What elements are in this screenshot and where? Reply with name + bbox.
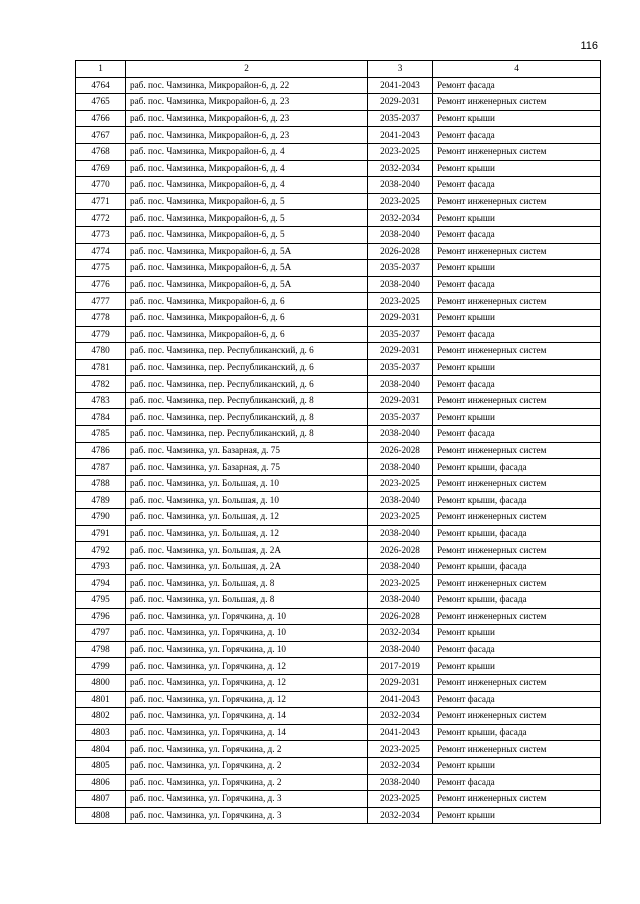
table-row <box>76 343 601 360</box>
row-number: 4805 <box>76 757 126 774</box>
address-cell: раб. пос. Чамзинка, ул. Горячкина, д. 12 <box>126 658 368 675</box>
table-row <box>76 293 601 310</box>
table-row <box>76 243 601 260</box>
column-header-work-type: 4 <box>433 61 601 78</box>
work-type-cell: Ремонт фасада <box>433 276 601 293</box>
work-type-cell: Ремонт фасада <box>433 376 601 393</box>
address-cell: раб. пос. Чамзинка, Микрорайон-6, д. 6 <box>126 326 368 343</box>
table-row <box>76 774 601 791</box>
work-type-cell: Ремонт инженерных систем <box>433 542 601 559</box>
period-cell: 2023-2025 <box>368 575 433 592</box>
work-type-cell: Ремонт крыши <box>433 210 601 227</box>
work-type-cell: Ремонт фасада <box>433 426 601 443</box>
address-cell: раб. пос. Чамзинка, пер. Республиканский, д. 6 <box>126 376 368 393</box>
period-cell: 2023-2025 <box>368 143 433 160</box>
table-row <box>76 226 601 243</box>
address-cell: раб. пос. Чамзинка, пер. Республиканский, д. 6 <box>126 359 368 376</box>
address-cell: раб. пос. Чамзинка, Микрорайон-6, д. 5 <box>126 210 368 227</box>
address-cell: раб. пос. Чамзинка, Микрорайон-6, д. 5А <box>126 276 368 293</box>
column-header-address: 2 <box>126 61 368 78</box>
row-number: 4766 <box>76 110 126 127</box>
table-row <box>76 525 601 542</box>
address-cell: раб. пос. Чамзинка, ул. Большая, д. 2А <box>126 558 368 575</box>
period-cell: 2026-2028 <box>368 442 433 459</box>
period-cell: 2041-2043 <box>368 77 433 94</box>
address-cell: раб. пос. Чамзинка, Микрорайон-6, д. 22 <box>126 77 368 94</box>
address-cell: раб. пос. Чамзинка, Микрорайон-6, д. 5 <box>126 193 368 210</box>
period-cell: 2041-2043 <box>368 127 433 144</box>
row-number: 4792 <box>76 542 126 559</box>
row-number: 4781 <box>76 359 126 376</box>
work-type-cell: Ремонт инженерных систем <box>433 243 601 260</box>
row-number: 4784 <box>76 409 126 426</box>
address-cell: раб. пос. Чамзинка, ул. Горячкина, д. 10 <box>126 625 368 642</box>
table-row <box>76 127 601 144</box>
table-row <box>76 741 601 758</box>
row-number: 4796 <box>76 608 126 625</box>
work-type-cell: Ремонт инженерных систем <box>433 509 601 526</box>
address-cell: раб. пос. Чамзинка, Микрорайон-6, д. 5А <box>126 243 368 260</box>
table-row <box>76 475 601 492</box>
table-row <box>76 608 601 625</box>
table-row <box>76 94 601 111</box>
row-number: 4779 <box>76 326 126 343</box>
row-number: 4808 <box>76 807 126 824</box>
table-row <box>76 160 601 177</box>
row-number: 4795 <box>76 592 126 609</box>
row-number: 4782 <box>76 376 126 393</box>
work-type-cell: Ремонт фасада <box>433 177 601 194</box>
row-number: 4807 <box>76 791 126 808</box>
work-type-cell: Ремонт инженерных систем <box>433 343 601 360</box>
row-number: 4799 <box>76 658 126 675</box>
period-cell: 2029-2031 <box>368 674 433 691</box>
row-number: 4771 <box>76 193 126 210</box>
row-number: 4767 <box>76 127 126 144</box>
work-type-cell: Ремонт крыши, фасада <box>433 592 601 609</box>
row-number: 4765 <box>76 94 126 111</box>
period-cell: 2038-2040 <box>368 592 433 609</box>
address-cell: раб. пос. Чамзинка, ул. Большая, д. 12 <box>126 509 368 526</box>
period-cell: 2029-2031 <box>368 94 433 111</box>
period-cell: 2026-2028 <box>368 608 433 625</box>
address-cell: раб. пос. Чамзинка, ул. Большая, д. 8 <box>126 575 368 592</box>
period-cell: 2038-2040 <box>368 459 433 476</box>
address-cell: раб. пос. Чамзинка, Микрорайон-6, д. 4 <box>126 143 368 160</box>
work-type-cell: Ремонт инженерных систем <box>433 193 601 210</box>
address-cell: раб. пос. Чамзинка, ул. Горячкина, д. 14 <box>126 708 368 725</box>
row-number: 4773 <box>76 226 126 243</box>
table-row <box>76 724 601 741</box>
table-row <box>76 791 601 808</box>
row-number: 4804 <box>76 741 126 758</box>
table-row <box>76 757 601 774</box>
row-number: 4774 <box>76 243 126 260</box>
row-number: 4794 <box>76 575 126 592</box>
table-row <box>76 492 601 509</box>
period-cell: 2035-2037 <box>368 260 433 277</box>
row-number: 4789 <box>76 492 126 509</box>
table-row <box>76 193 601 210</box>
period-cell: 2038-2040 <box>368 376 433 393</box>
work-type-cell: Ремонт инженерных систем <box>433 708 601 725</box>
work-type-cell: Ремонт инженерных систем <box>433 608 601 625</box>
work-type-cell: Ремонт инженерных систем <box>433 442 601 459</box>
address-cell: раб. пос. Чамзинка, ул. Горячкина, д. 3 <box>126 791 368 808</box>
address-cell: раб. пос. Чамзинка, Микрорайон-6, д. 23 <box>126 110 368 127</box>
row-number: 4802 <box>76 708 126 725</box>
period-cell: 2038-2040 <box>368 492 433 509</box>
period-cell: 2032-2034 <box>368 807 433 824</box>
address-cell: раб. пос. Чамзинка, пер. Республиканский, д. 6 <box>126 343 368 360</box>
row-number: 4775 <box>76 260 126 277</box>
period-cell: 2038-2040 <box>368 641 433 658</box>
address-cell: раб. пос. Чамзинка, ул. Горячкина, д. 2 <box>126 757 368 774</box>
address-cell: раб. пос. Чамзинка, Микрорайон-6, д. 6 <box>126 309 368 326</box>
table-row <box>76 110 601 127</box>
period-cell: 2038-2040 <box>368 774 433 791</box>
work-type-cell: Ремонт крыши <box>433 160 601 177</box>
row-number: 4791 <box>76 525 126 542</box>
row-number: 4768 <box>76 143 126 160</box>
period-cell: 2029-2031 <box>368 343 433 360</box>
address-cell: раб. пос. Чамзинка, Микрорайон-6, д. 5 <box>126 226 368 243</box>
period-cell: 2038-2040 <box>368 558 433 575</box>
table-row <box>76 708 601 725</box>
row-number: 4788 <box>76 475 126 492</box>
address-cell: раб. пос. Чамзинка, пер. Республиканский, д. 8 <box>126 409 368 426</box>
work-type-cell: Ремонт инженерных систем <box>433 741 601 758</box>
period-cell: 2032-2034 <box>368 210 433 227</box>
table-row <box>76 459 601 476</box>
period-cell: 2038-2040 <box>368 276 433 293</box>
address-cell: раб. пос. Чамзинка, Микрорайон-6, д. 23 <box>126 94 368 111</box>
address-cell: раб. пос. Чамзинка, пер. Республиканский, д. 8 <box>126 426 368 443</box>
table-row <box>76 276 601 293</box>
address-cell: раб. пос. Чамзинка, ул. Горячкина, д. 14 <box>126 724 368 741</box>
repair-schedule-table <box>75 60 601 824</box>
row-number: 4790 <box>76 509 126 526</box>
work-type-cell: Ремонт фасада <box>433 691 601 708</box>
address-cell: раб. пос. Чамзинка, пер. Республиканский, д. 8 <box>126 392 368 409</box>
address-cell: раб. пос. Чамзинка, ул. Горячкина, д. 2 <box>126 774 368 791</box>
row-number: 4764 <box>76 77 126 94</box>
address-cell: раб. пос. Чамзинка, ул. Горячкина, д. 12 <box>126 691 368 708</box>
work-type-cell: Ремонт инженерных систем <box>433 293 601 310</box>
address-cell: раб. пос. Чамзинка, Микрорайон-6, д. 4 <box>126 177 368 194</box>
row-number: 4793 <box>76 558 126 575</box>
work-type-cell: Ремонт крыши <box>433 757 601 774</box>
row-number: 4798 <box>76 641 126 658</box>
period-cell: 2035-2037 <box>368 110 433 127</box>
period-cell: 2032-2034 <box>368 160 433 177</box>
address-cell: раб. пос. Чамзинка, ул. Большая, д. 2А <box>126 542 368 559</box>
work-type-cell: Ремонт крыши <box>433 807 601 824</box>
row-number: 4803 <box>76 724 126 741</box>
work-type-cell: Ремонт крыши <box>433 409 601 426</box>
period-cell: 2035-2037 <box>368 326 433 343</box>
period-cell: 2041-2043 <box>368 724 433 741</box>
work-type-cell: Ремонт крыши <box>433 110 601 127</box>
work-type-cell: Ремонт инженерных систем <box>433 475 601 492</box>
row-number: 4778 <box>76 309 126 326</box>
period-cell: 2032-2034 <box>368 708 433 725</box>
row-number: 4787 <box>76 459 126 476</box>
table-row <box>76 177 601 194</box>
period-cell: 2038-2040 <box>368 426 433 443</box>
address-cell: раб. пос. Чамзинка, Микрорайон-6, д. 4 <box>126 160 368 177</box>
row-number: 4785 <box>76 426 126 443</box>
period-cell: 2023-2025 <box>368 475 433 492</box>
period-cell: 2023-2025 <box>368 293 433 310</box>
work-type-cell: Ремонт крыши, фасада <box>433 525 601 542</box>
row-number: 4769 <box>76 160 126 177</box>
row-number: 4776 <box>76 276 126 293</box>
table-row <box>76 260 601 277</box>
work-type-cell: Ремонт фасада <box>433 641 601 658</box>
period-cell: 2041-2043 <box>368 691 433 708</box>
table-row <box>76 658 601 675</box>
address-cell: раб. пос. Чамзинка, ул. Большая, д. 10 <box>126 475 368 492</box>
row-number: 4770 <box>76 177 126 194</box>
work-type-cell: Ремонт крыши <box>433 260 601 277</box>
period-cell: 2038-2040 <box>368 177 433 194</box>
table-row <box>76 376 601 393</box>
address-cell: раб. пос. Чамзинка, ул. Базарная, д. 75 <box>126 442 368 459</box>
address-cell: раб. пос. Чамзинка, ул. Большая, д. 10 <box>126 492 368 509</box>
table-row <box>76 426 601 443</box>
work-type-cell: Ремонт инженерных систем <box>433 392 601 409</box>
address-cell: раб. пос. Чамзинка, ул. Большая, д. 8 <box>126 592 368 609</box>
work-type-cell: Ремонт инженерных систем <box>433 94 601 111</box>
period-cell: 2026-2028 <box>368 542 433 559</box>
page-number: 116 <box>580 40 598 52</box>
table-row <box>76 625 601 642</box>
header-row <box>76 61 601 78</box>
table-row <box>76 309 601 326</box>
work-type-cell: Ремонт фасада <box>433 77 601 94</box>
work-type-cell: Ремонт крыши, фасада <box>433 459 601 476</box>
work-type-cell: Ремонт крыши <box>433 625 601 642</box>
row-number: 4800 <box>76 674 126 691</box>
address-cell: раб. пос. Чамзинка, ул. Горячкина, д. 2 <box>126 741 368 758</box>
table-row <box>76 210 601 227</box>
work-type-cell: Ремонт крыши <box>433 658 601 675</box>
address-cell: раб. пос. Чамзинка, Микрорайон-6, д. 6 <box>126 293 368 310</box>
table-row <box>76 409 601 426</box>
work-type-cell: Ремонт крыши, фасада <box>433 492 601 509</box>
period-cell: 2038-2040 <box>368 226 433 243</box>
work-type-cell: Ремонт инженерных систем <box>433 143 601 160</box>
period-cell: 2023-2025 <box>368 791 433 808</box>
table-row <box>76 807 601 824</box>
work-type-cell: Ремонт крыши, фасада <box>433 724 601 741</box>
table-row <box>76 77 601 94</box>
row-number: 4801 <box>76 691 126 708</box>
row-number: 4777 <box>76 293 126 310</box>
table-row <box>76 575 601 592</box>
table-row <box>76 641 601 658</box>
period-cell: 2032-2034 <box>368 625 433 642</box>
period-cell: 2038-2040 <box>368 525 433 542</box>
address-cell: раб. пос. Чамзинка, ул. Горячкина, д. 12 <box>126 674 368 691</box>
row-number: 4797 <box>76 625 126 642</box>
address-cell: раб. пос. Чамзинка, Микрорайон-6, д. 23 <box>126 127 368 144</box>
work-type-cell: Ремонт инженерных систем <box>433 791 601 808</box>
address-cell: раб. пос. Чамзинка, Микрорайон-6, д. 5А <box>126 260 368 277</box>
period-cell: 2029-2031 <box>368 392 433 409</box>
period-cell: 2029-2031 <box>368 309 433 326</box>
table-row <box>76 442 601 459</box>
period-cell: 2032-2034 <box>368 757 433 774</box>
column-header-period: 3 <box>368 61 433 78</box>
work-type-cell: Ремонт фасада <box>433 774 601 791</box>
period-cell: 2026-2028 <box>368 243 433 260</box>
period-cell: 2017-2019 <box>368 658 433 675</box>
work-type-cell: Ремонт крыши <box>433 359 601 376</box>
work-type-cell: Ремонт фасада <box>433 326 601 343</box>
work-type-cell: Ремонт инженерных систем <box>433 575 601 592</box>
row-number: 4786 <box>76 442 126 459</box>
row-number: 4772 <box>76 210 126 227</box>
address-cell: раб. пос. Чамзинка, ул. Большая, д. 12 <box>126 525 368 542</box>
table-row <box>76 326 601 343</box>
period-cell: 2023-2025 <box>368 741 433 758</box>
table-row <box>76 674 601 691</box>
address-cell: раб. пос. Чамзинка, ул. Базарная, д. 75 <box>126 459 368 476</box>
table-row <box>76 592 601 609</box>
period-cell: 2035-2037 <box>368 359 433 376</box>
table-row <box>76 558 601 575</box>
table-row <box>76 542 601 559</box>
period-cell: 2023-2025 <box>368 509 433 526</box>
table-row <box>76 509 601 526</box>
work-type-cell: Ремонт фасада <box>433 226 601 243</box>
work-type-cell: Ремонт крыши <box>433 309 601 326</box>
address-cell: раб. пос. Чамзинка, ул. Горячкина, д. 10 <box>126 608 368 625</box>
row-number: 4780 <box>76 343 126 360</box>
table-row <box>76 143 601 160</box>
period-cell: 2035-2037 <box>368 409 433 426</box>
table-row <box>76 359 601 376</box>
work-type-cell: Ремонт крыши, фасада <box>433 558 601 575</box>
address-cell: раб. пос. Чамзинка, ул. Горячкина, д. 3 <box>126 807 368 824</box>
address-cell: раб. пос. Чамзинка, ул. Горячкина, д. 10 <box>126 641 368 658</box>
table-row <box>76 392 601 409</box>
period-cell: 2023-2025 <box>368 193 433 210</box>
table-row <box>76 691 601 708</box>
work-type-cell: Ремонт фасада <box>433 127 601 144</box>
row-number: 4806 <box>76 774 126 791</box>
work-type-cell: Ремонт инженерных систем <box>433 674 601 691</box>
column-header-number: 1 <box>76 61 126 78</box>
row-number: 4783 <box>76 392 126 409</box>
